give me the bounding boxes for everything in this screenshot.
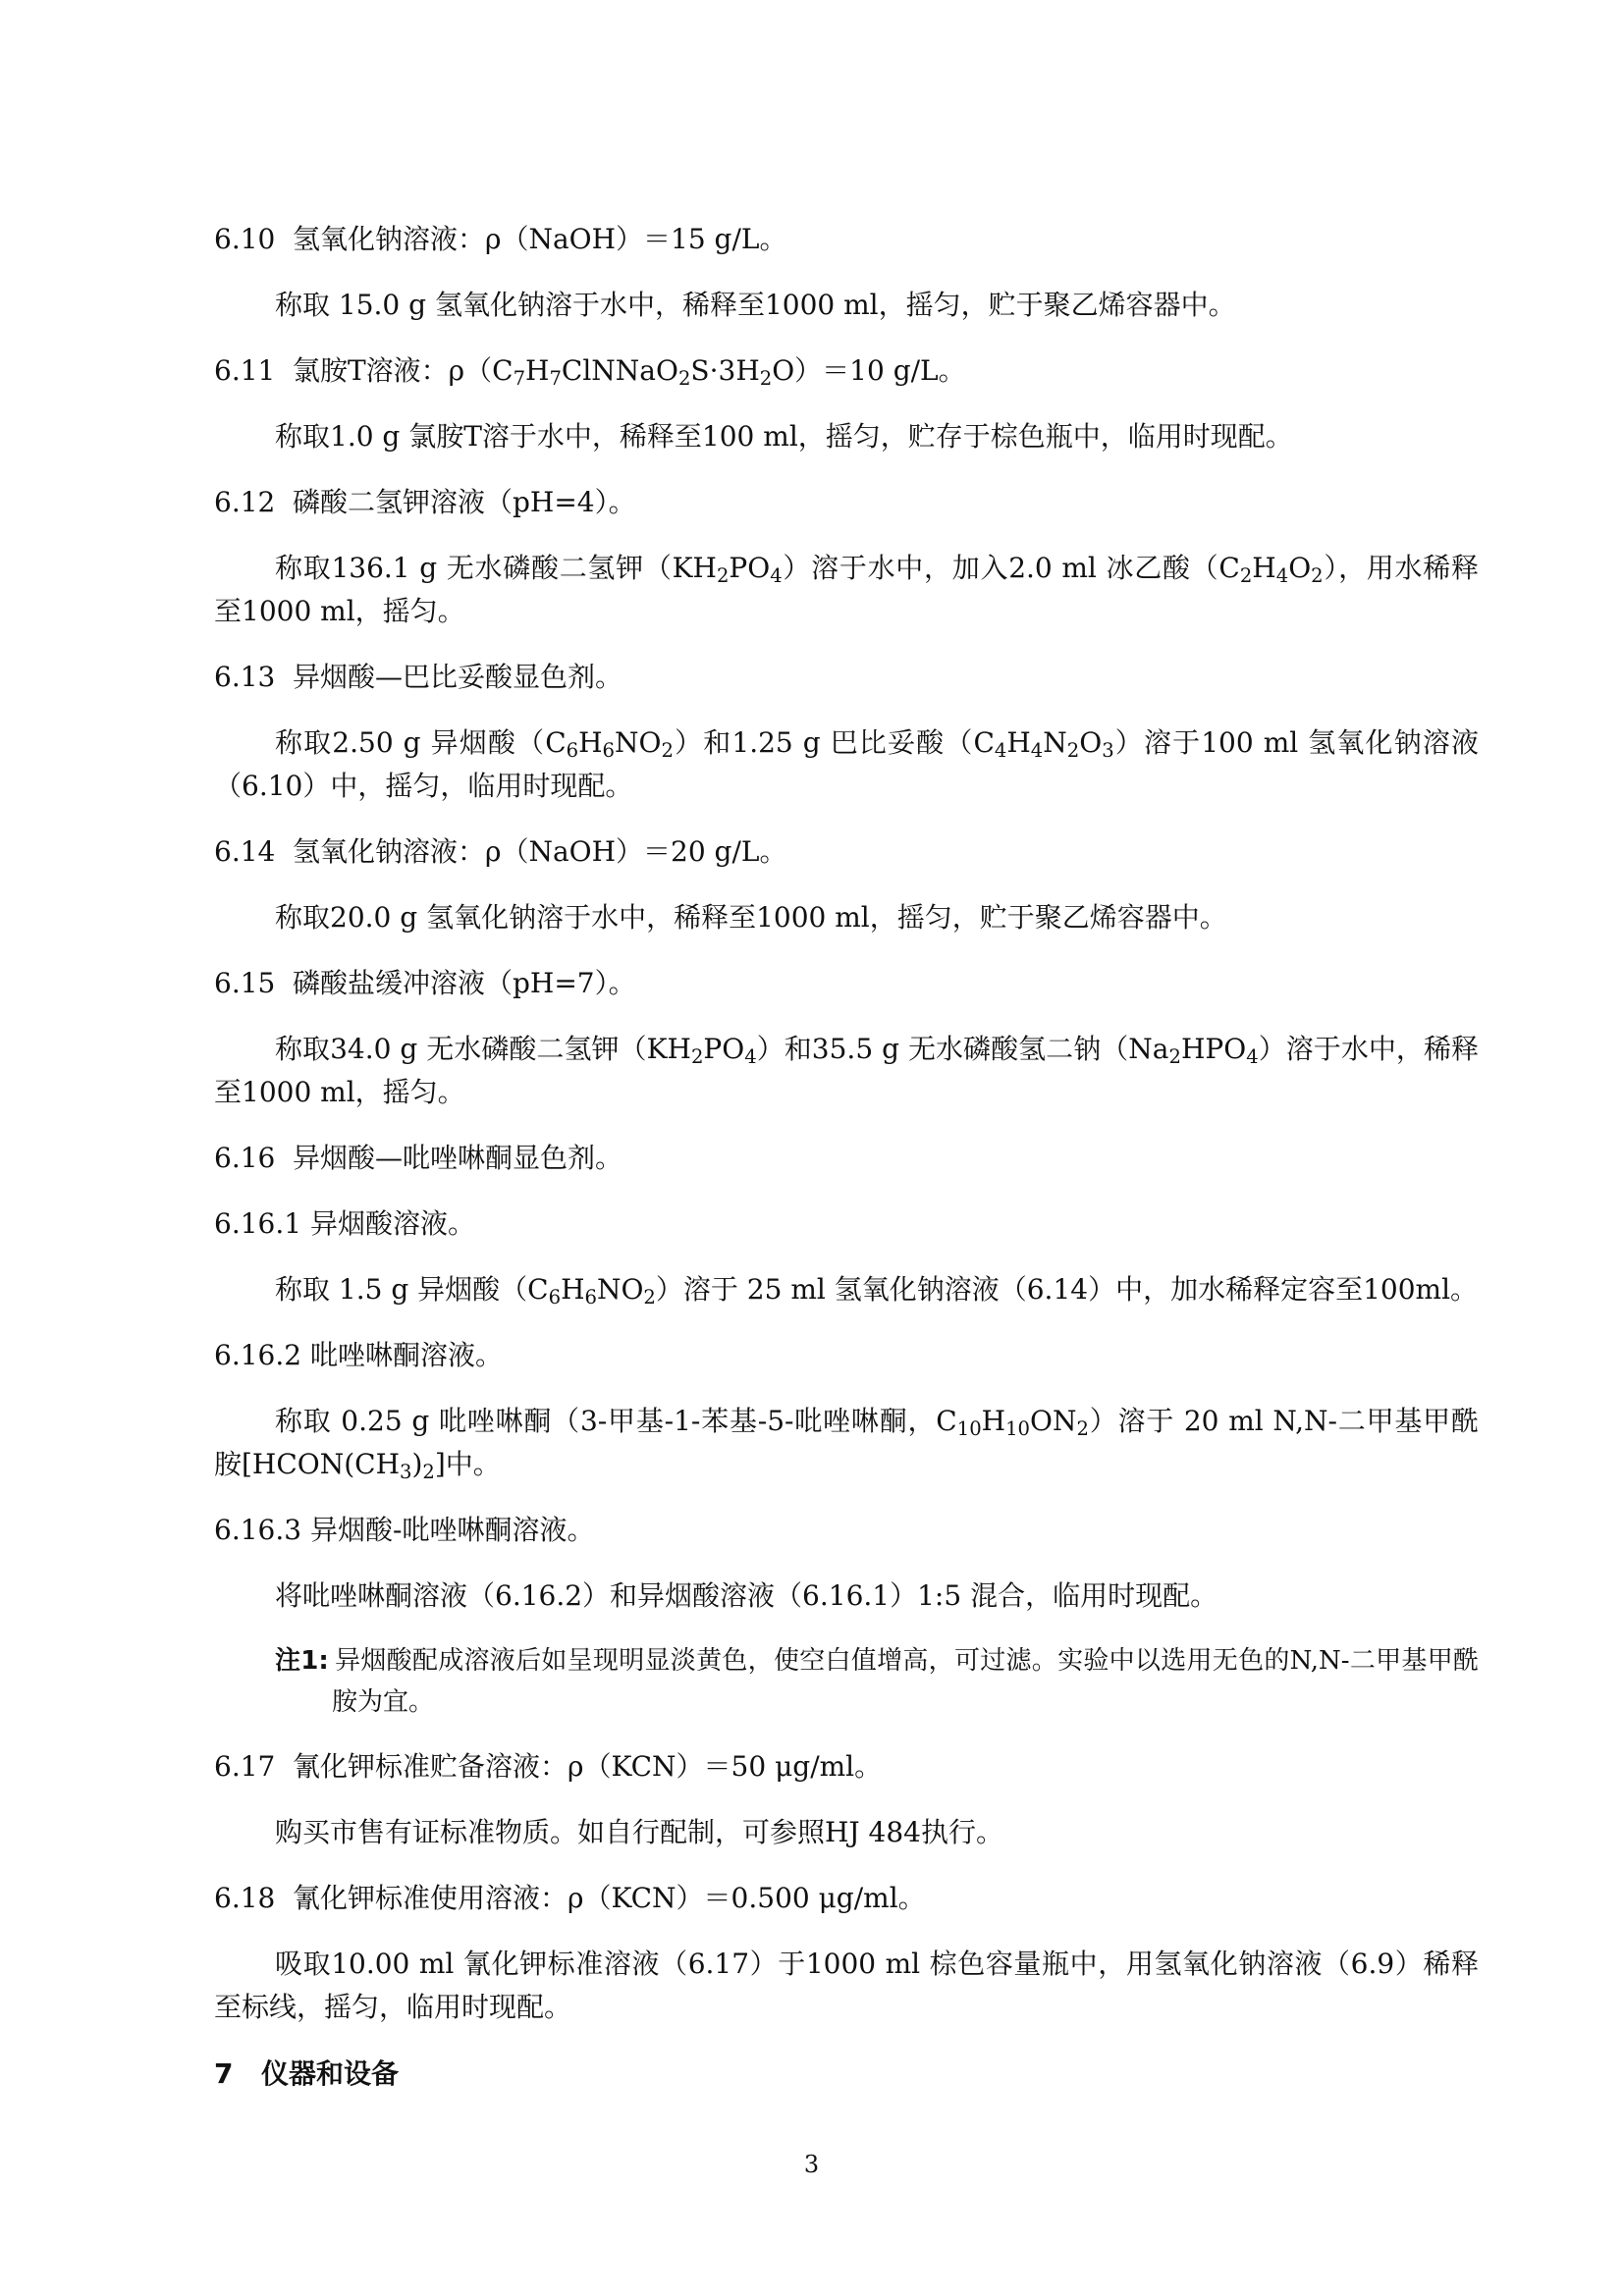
clause-6-17-heading xyxy=(214,1745,1479,1789)
subscript: 4 xyxy=(1275,563,1289,587)
subscript: 7 xyxy=(549,366,562,390)
subscript: 4 xyxy=(744,1044,757,1068)
text-part: O xyxy=(1288,552,1312,584)
text-part: ），用水稀释至1000 ml，摇匀。 xyxy=(214,552,1479,627)
subscript: 2 xyxy=(422,1460,435,1483)
note-label: 注1: xyxy=(275,1646,329,1676)
clause-title: 磷酸盐缓冲溶液（pH=7）。 xyxy=(293,967,636,999)
formula-part: S·3H xyxy=(690,354,760,387)
section-number: 7 xyxy=(214,2057,234,2090)
clause-6-11-text: 称取1.0 g 氯胺T溶于水中，稀释至100 ml，摇匀，贮存于棕色瓶中，临用时现配。 xyxy=(275,420,1293,453)
clause-6-16-2-text xyxy=(214,1400,1479,1486)
clause-number: 6.12 xyxy=(214,486,276,518)
text-part: H xyxy=(578,726,603,759)
clause-title: 吡唑啉酮溶液。 xyxy=(310,1339,504,1371)
subscript: 2 xyxy=(643,1285,656,1308)
text-part: H xyxy=(981,1405,1006,1437)
section-title: 仪器和设备 xyxy=(261,2057,400,2090)
subscript: 2 xyxy=(759,366,773,390)
clause-6-16-heading xyxy=(214,1137,1479,1180)
subscript: 6 xyxy=(548,1285,562,1308)
subscript: 6 xyxy=(602,738,616,762)
note-text: 异烟酸配成溶液后如呈现明显淡黄色，使空白值增高，可过滤。实验中以选用无色的N,N-二甲基甲酰胺为宜。 xyxy=(332,1646,1479,1717)
clause-title: 异烟酸溶液。 xyxy=(310,1207,476,1240)
clause-title: 氰化钾标准使用溶液：ρ（KCN）＝0.500 μg/ml。 xyxy=(293,1882,926,1914)
clause-6-10-text: 称取 15.0 g 氢氧化钠溶于水中，稀释至1000 ml，摇匀，贮于聚乙烯容器中。 xyxy=(275,289,1236,321)
subscript: 2 xyxy=(661,738,674,762)
clause-title: 氢氧化钠溶液：ρ（NaOH）＝20 g/L。 xyxy=(293,835,787,868)
text-part: ）溶于水中，稀释至1000 ml，摇匀。 xyxy=(214,1033,1480,1108)
text-part: ）溶于 20 ml N,N-二甲基甲酰胺[HCON(CH xyxy=(214,1405,1479,1480)
text-part: ON xyxy=(1030,1405,1077,1437)
clause-6-16-1-text xyxy=(214,1268,1479,1311)
clause-6-13-text xyxy=(214,721,1479,808)
document-body xyxy=(214,218,1479,2096)
clause-title: 异烟酸—巴比妥酸显色剂。 xyxy=(293,661,623,693)
clause-6-14-text: 称取20.0 g 氢氧化钠溶于水中，稀释至1000 ml，摇匀，贮于聚乙烯容器中。 xyxy=(275,901,1227,934)
clause-6-18-heading xyxy=(214,1877,1479,1920)
clause-number: 6.16.1 xyxy=(214,1207,302,1240)
subscript: 7 xyxy=(513,366,526,390)
clause-6-12-heading xyxy=(214,481,1479,524)
subscript: 4 xyxy=(1030,738,1044,762)
clause-title: 氰化钾标准贮备溶液：ρ（KCN）＝50 μg/ml。 xyxy=(293,1750,883,1783)
text-part: ）和35.5 g 无水磷酸氢二钠（Na xyxy=(756,1033,1169,1065)
subscript: 2 xyxy=(716,563,730,587)
subscript: 2 xyxy=(1066,738,1080,762)
text-part: N xyxy=(1043,726,1067,759)
clause-title: 异烟酸—吡唑啉酮显色剂。 xyxy=(293,1142,623,1174)
subscript: 4 xyxy=(994,738,1007,762)
clause-number: 6.14 xyxy=(214,835,276,868)
subscript: 3 xyxy=(1102,738,1114,762)
text-part: 称取2.50 g 异烟酸（C xyxy=(275,726,567,759)
subscript: 4 xyxy=(770,563,783,587)
clause-number: 6.18 xyxy=(214,1882,276,1914)
clause-6-17-text: 购买市售有证标准物质。如自行配制，可参照HJ 484执行。 xyxy=(275,1816,1003,1848)
page-number: 3 xyxy=(803,2151,820,2178)
clause-title: 氯胺T溶液：ρ（C xyxy=(293,354,514,387)
subscript: 4 xyxy=(1246,1044,1259,1068)
clause-6-16-3-heading xyxy=(214,1509,1479,1552)
text-part: H xyxy=(1006,726,1031,759)
text-part: H xyxy=(1252,552,1276,584)
text-part: ）和1.25 g 巴比妥酸（C xyxy=(673,726,995,759)
clause-number: 6.16.2 xyxy=(214,1339,302,1371)
clause-title: 磷酸二氢钾溶液（pH=4）。 xyxy=(293,486,636,518)
note-1 xyxy=(214,1640,1479,1723)
subscript: 3 xyxy=(400,1460,412,1483)
text-part: ) xyxy=(411,1448,423,1480)
subscript: 6 xyxy=(566,738,579,762)
subscript: 2 xyxy=(1311,563,1324,587)
clause-number: 6.13 xyxy=(214,661,276,693)
text-part: NO xyxy=(615,726,662,759)
clause-6-15-text xyxy=(214,1028,1479,1114)
clause-6-10-heading xyxy=(214,218,1479,261)
text-part: ）溶于 25 ml 氢氧化钠溶液（6.14）中，加水稀释定容至100ml。 xyxy=(655,1273,1479,1306)
clause-6-14-heading xyxy=(214,830,1479,874)
subscript: 2 xyxy=(1076,1416,1089,1440)
clause-number: 6.16.3 xyxy=(214,1514,302,1546)
subscript: 10 xyxy=(956,1416,982,1440)
clause-6-15-heading xyxy=(214,962,1479,1005)
clause-number: 6.16 xyxy=(214,1142,276,1174)
clause-6-18-text: 吸取10.00 ml 氰化钾标准溶液（6.17）于1000 ml 棕色容量瓶中，用氢氧化钠溶液（6.9）稀释至标线，摇匀，临用时现配。 xyxy=(214,1948,1479,2023)
text-part: O xyxy=(1079,726,1103,759)
subscript: 2 xyxy=(690,1044,704,1068)
clause-6-11-heading xyxy=(214,349,1479,393)
clause-number: 6.17 xyxy=(214,1750,276,1783)
text-part: H xyxy=(561,1273,585,1306)
clause-6-16-1-heading xyxy=(214,1202,1479,1246)
formula-part: O）＝10 g/L。 xyxy=(772,354,966,387)
clause-6-12-text xyxy=(214,547,1479,633)
clause-title: 氢氧化钠溶液：ρ（NaOH）＝15 g/L。 xyxy=(293,223,787,255)
text-part: ）溶于水中，加入2.0 ml 冰乙酸（C xyxy=(782,552,1240,584)
formula-part: H xyxy=(525,354,550,387)
text-part: 称取34.0 g 无水磷酸二氢钾（KH xyxy=(275,1033,691,1065)
subscript: 6 xyxy=(584,1285,597,1308)
text-part: 称取136.1 g 无水磷酸二氢钾（KH xyxy=(275,552,717,584)
clause-title: 异烟酸-吡唑啉酮溶液。 xyxy=(310,1514,595,1546)
clause-number: 6.11 xyxy=(214,354,276,387)
subscript: 10 xyxy=(1005,1416,1031,1440)
subscript: 2 xyxy=(1239,563,1253,587)
text-part: PO xyxy=(703,1033,745,1065)
clause-number: 6.15 xyxy=(214,967,276,999)
section-7-heading xyxy=(214,2053,1479,2096)
clause-6-13-heading xyxy=(214,656,1479,699)
subscript: 2 xyxy=(1168,1044,1181,1068)
text-part: HPO xyxy=(1180,1033,1247,1065)
clause-6-16-3-text: 将吡唑啉酮溶液（6.16.2）和异烟酸溶液（6.16.1）1:5 混合，临用时现配。 xyxy=(275,1579,1218,1612)
clause-number: 6.10 xyxy=(214,223,276,255)
text-part: 称取 0.25 g 吡唑啉酮（3-甲基-1-苯基-5-吡唑啉酮，C xyxy=(275,1405,957,1437)
clause-6-16-2-heading xyxy=(214,1334,1479,1377)
text-part: PO xyxy=(729,552,771,584)
text-part: NO xyxy=(596,1273,644,1306)
text-part: ]中。 xyxy=(434,1448,501,1480)
text-part: ）溶于100 ml 氢氧化钠溶液（6.10）中，摇匀，临用时现配。 xyxy=(214,726,1479,802)
text-part: 称取 1.5 g 异烟酸（C xyxy=(275,1273,549,1306)
formula-part: ClNNaO xyxy=(561,354,678,387)
subscript: 2 xyxy=(677,366,691,390)
